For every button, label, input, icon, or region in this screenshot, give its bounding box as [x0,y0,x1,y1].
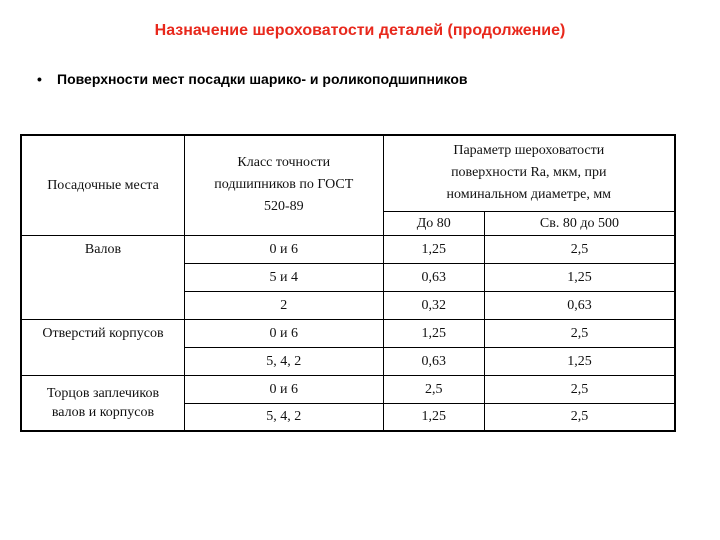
header-roughness-parameter [383,135,675,211]
place-shoulder-line2: валов и корпусов [51,404,155,420]
class-cell: 5 и 4 [185,263,384,291]
ra-cell-80-500: 1,25 [484,347,675,375]
ra-cell-80-500: 2,5 [484,403,675,431]
ra-cell-up-to-80: 1,25 [383,403,484,431]
table-row [21,319,675,347]
header-roughness-line2: поверхности Ra, мкм, при [451,165,607,181]
subheader-80-to-500: Св. 80 до 500 [484,211,675,235]
roughness-table-container [20,134,676,432]
place-cell-shoulder-faces [21,375,185,431]
header-roughness-line3: номинальном диаметре, мм [446,187,612,203]
header-accuracy-class-line1: Класс точности [237,155,331,171]
table-header-row [21,135,675,211]
bullet-item [37,71,468,87]
place-cell-housing-bores: Отверстий корпусов [21,319,185,375]
ra-cell-80-500: 1,25 [484,263,675,291]
table-row [21,235,675,263]
header-accuracy-class-line2: подшипников по ГОСТ [214,177,354,193]
ra-cell-80-500: 2,5 [484,235,675,263]
header-accuracy-class [185,135,384,235]
header-accuracy-class-line3: 520-89 [263,199,304,215]
header-seating-places: Посадочные места [21,135,185,235]
place-cell-shafts: Валов [21,235,185,319]
ra-cell-80-500: 0,63 [484,291,675,319]
table-row [21,375,675,403]
bullet-marker: • [37,71,42,87]
ra-cell-up-to-80: 0,63 [383,263,484,291]
slide-title: Назначение шероховатости деталей (продолжение) [154,22,566,39]
header-roughness-line1: Параметр шероховатости [453,143,605,159]
class-cell: 2 [185,291,384,319]
class-cell: 5, 4, 2 [185,403,384,431]
class-cell: 0 и 6 [185,319,384,347]
roughness-table [20,134,676,432]
ra-cell-80-500: 2,5 [484,375,675,403]
bullet-text: Поверхности мест посадки шарико- и роликоподшипников [57,71,468,87]
ra-cell-up-to-80: 1,25 [383,319,484,347]
ra-cell-up-to-80: 0,32 [383,291,484,319]
class-cell: 0 и 6 [185,235,384,263]
ra-cell-up-to-80: 2,5 [383,375,484,403]
class-cell: 0 и 6 [185,375,384,403]
ra-cell-up-to-80: 0,63 [383,347,484,375]
place-shoulder-line1: Торцов заплечиков [46,385,160,401]
class-cell: 5, 4, 2 [185,347,384,375]
ra-cell-80-500: 2,5 [484,319,675,347]
ra-cell-up-to-80: 1,25 [383,235,484,263]
subheader-up-to-80: До 80 [383,211,484,235]
